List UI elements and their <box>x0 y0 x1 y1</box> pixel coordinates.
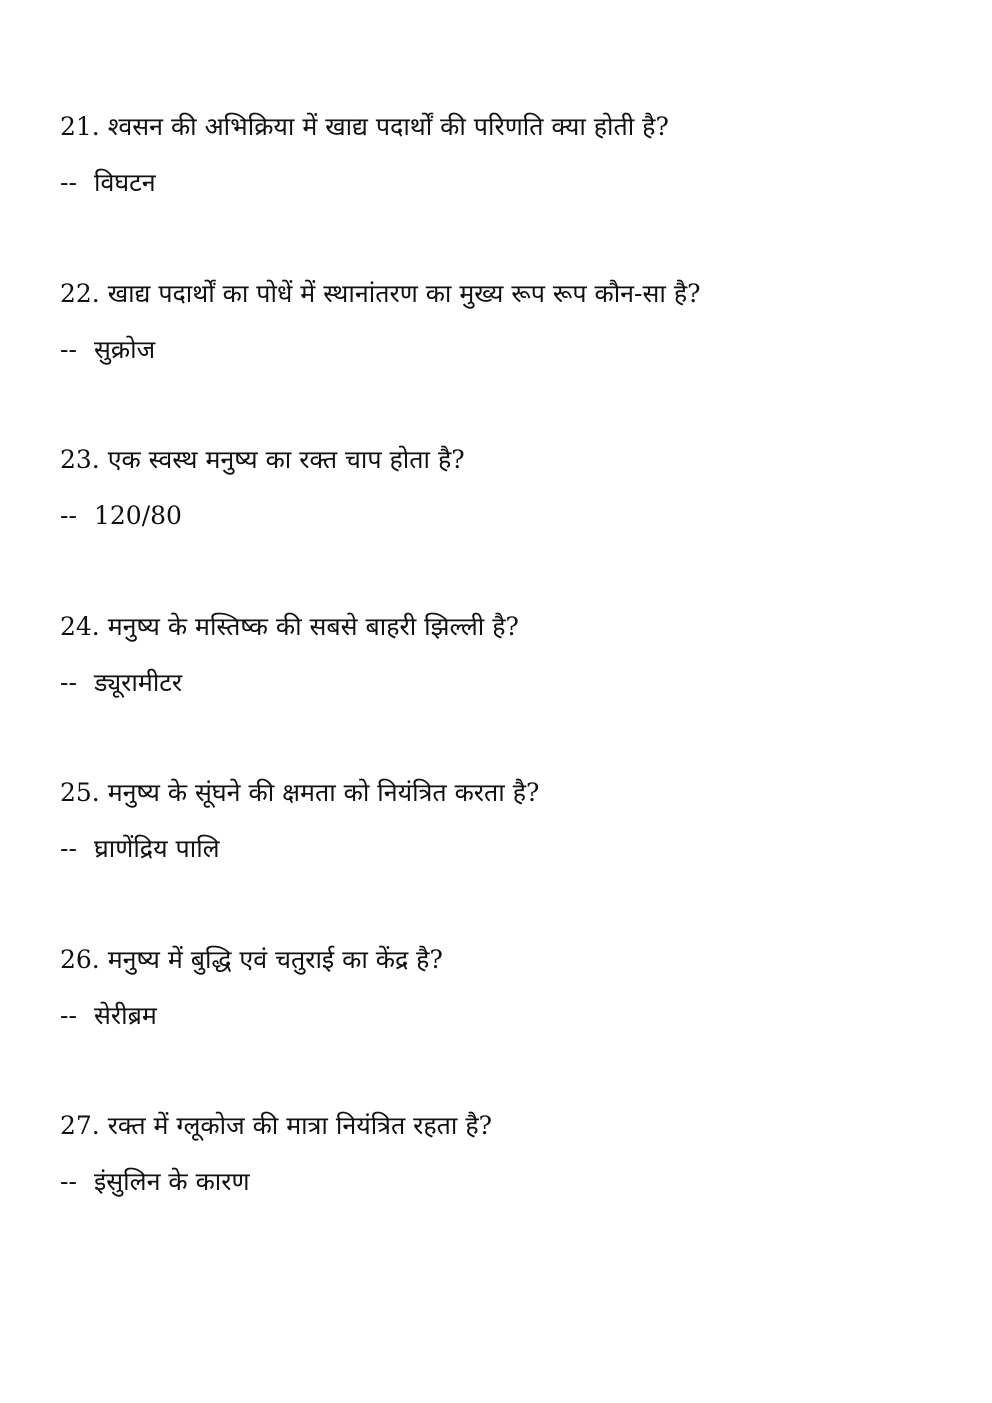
qa-item <box>60 271 960 438</box>
qa-item <box>60 937 960 1104</box>
answer-text: सुक्रोज <box>94 334 156 364</box>
question-text: 21. श्वसन की अभिक्रिया में खाद्य पदार्थों की परिणति क्या होती है? <box>60 112 669 141</box>
qa-item <box>60 104 960 271</box>
answer-marker: -- <box>60 1000 77 1030</box>
answer-text: घ्राणेंद्रिय पालि <box>94 834 220 863</box>
answer-line <box>60 660 960 706</box>
answer-text: विघटन <box>94 168 156 197</box>
answer-line <box>60 160 960 206</box>
answer-marker: -- <box>60 1167 77 1196</box>
question-text: 26. मनुष्य में बुद्धि एवं चतुराई का केंद्र है? <box>60 944 443 974</box>
answer-text: 120/80 <box>94 501 182 530</box>
answer-line <box>60 993 960 1039</box>
question-text: 27. रक्त में ग्लूकोज की मात्रा नियंत्रित रहता है? <box>60 1111 493 1140</box>
answer-line <box>60 826 960 872</box>
qa-item <box>60 770 960 937</box>
question-text: 25. मनुष्य के सूंघने की क्षमता को नियंत्रित करता है? <box>60 778 540 807</box>
answer-line <box>60 327 960 373</box>
answer-marker: -- <box>60 667 77 697</box>
answer-line <box>60 1159 960 1205</box>
answer-marker: -- <box>60 501 77 530</box>
qa-item <box>60 604 960 771</box>
answer-text: इंसुलिन के कारण <box>94 1167 250 1196</box>
answer-marker: -- <box>60 834 77 863</box>
answer-marker: -- <box>60 334 77 364</box>
answer-text: सेरीब्रम <box>94 1000 157 1030</box>
qa-item <box>60 1103 960 1270</box>
question-text: 24. मनुष्य के मस्तिष्क की सबसे बाहरी झिल्ली है? <box>60 611 519 641</box>
question-text: 23. एक स्वस्थ मनुष्य का रक्त चाप होता है? <box>60 445 465 474</box>
answer-text: ड्यूरामीटर <box>94 667 183 697</box>
qa-list <box>60 104 960 1270</box>
answer-marker: -- <box>60 168 77 197</box>
answer-line <box>60 493 960 539</box>
qa-item <box>60 437 960 604</box>
question-text: 22. खाद्य पदार्थों का पोधें में स्थानांतरण का मुख्य रूप रूप कौन-सा है? <box>60 278 701 308</box>
